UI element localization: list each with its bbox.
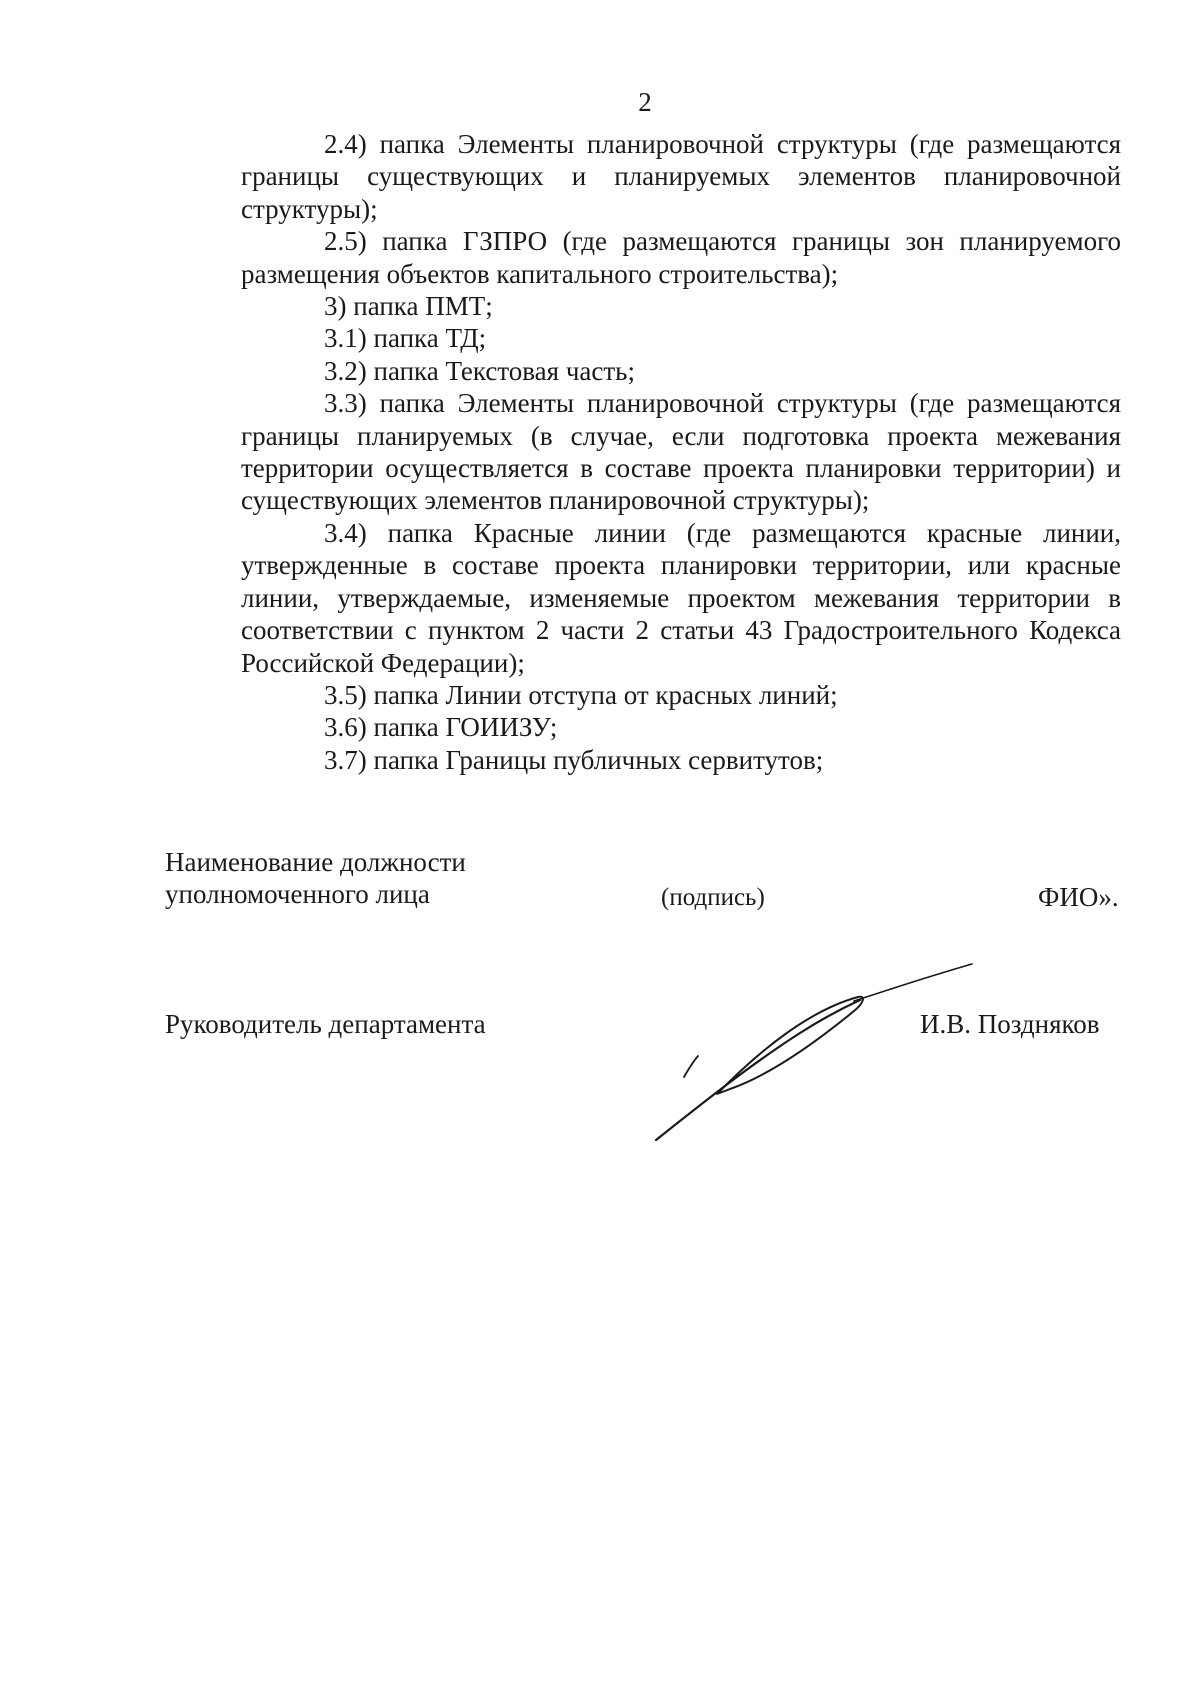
handwritten-signature — [640, 955, 980, 1155]
paragraph-3: 3) папка ПМТ; — [324, 291, 493, 322]
paragraph-2-4: 2.4) папка Элементы планировочной структуры (где размещаются границы существующих и планируемых элементов планировочной структуры); — [241, 129, 1121, 224]
position-line-2: уполномоченного лица — [165, 879, 430, 909]
paragraph-3-1: 3.1) папка ТД; — [324, 323, 487, 354]
paragraph-3-3: 3.3) папка Элементы планировочной структуры (где размещаются границы планируемых (в случае, если подготовка проекта межевания территории осуществляется в составе проекта планировки территории) и существующих элементов планировочной структуры); — [241, 388, 1121, 516]
paragraph-3-7: 3.7) папка Границы публичных сервитутов; — [324, 744, 824, 775]
signature-placeholder: (подпись) — [661, 884, 765, 911]
authorized-person-position — [165, 846, 665, 910]
signatory-title: Руководитель департамента — [165, 1009, 486, 1039]
signature-stroke-loop — [717, 997, 863, 1094]
name-placeholder: ФИО». — [1038, 882, 1119, 912]
signature-stroke-tail — [854, 964, 972, 1001]
paragraph-3-6: 3.6) папка ГОИИЗУ; — [324, 712, 558, 743]
document-body — [241, 128, 1121, 776]
signatory-name: И.В. Поздняков — [920, 1009, 1100, 1039]
signature-stroke-tick — [684, 1056, 698, 1077]
signature-stroke-main — [656, 1000, 860, 1140]
paragraph-2-5: 2.5) папка ГЗПРО (где размещаются границы зон планируемого размещения объектов капитального строительства); — [241, 226, 1121, 289]
page-number: 2 — [638, 87, 652, 117]
position-line-1: Наименование должности — [165, 847, 466, 877]
paragraph-3-2: 3.2) папка Текстовая часть; — [324, 355, 635, 386]
paragraph-3-5: 3.5) папка Линии отступа от красных линий; — [324, 679, 838, 710]
paragraph-3-4: 3.4) папка Красные линии (где размещаются красные линии, утвержденные в составе проекта планировки территории, или красные линии, утверждаемые, изменяемые проектом межевания территории в соответствии с пунктом 2 части 2 статьи 43 Градостроительного Кодекса Российской Федерации); — [241, 517, 1121, 678]
